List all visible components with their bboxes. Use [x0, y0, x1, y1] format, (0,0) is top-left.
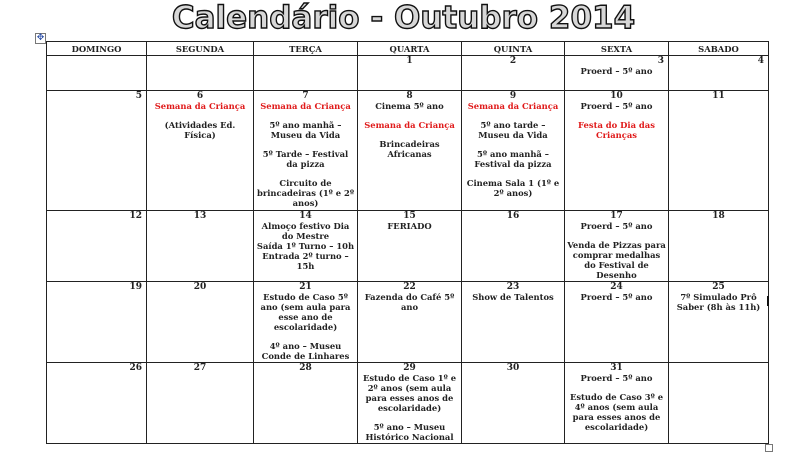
day-cell[interactable] — [358, 91, 462, 211]
week-row — [47, 56, 769, 91]
highlight-event: Semana da Criança — [364, 120, 455, 131]
weekday-header: TERÇA — [254, 42, 358, 56]
calendar-event: Fazenda do Café 5º ano — [364, 291, 455, 312]
highlight-event: Semana da Criança — [467, 101, 559, 112]
day-number: 4 — [757, 56, 764, 66]
calendar-table — [46, 41, 769, 444]
day-cell[interactable] — [147, 91, 254, 211]
day-number: 21 — [299, 281, 312, 292]
day-cell[interactable] — [462, 210, 565, 281]
calendar-event: Proerd – 5º ano — [580, 291, 653, 302]
day-cell[interactable] — [669, 362, 769, 443]
day-number: 19 — [129, 281, 142, 292]
day-number: 27 — [193, 362, 207, 373]
day-number: 14 — [299, 210, 312, 221]
day-cell[interactable] — [147, 210, 254, 281]
day-cell[interactable] — [254, 56, 358, 91]
day-number: 31 — [610, 362, 623, 373]
day-number: 6 — [196, 91, 204, 102]
day-number: 3 — [657, 56, 664, 66]
day-number: 16 — [506, 210, 520, 221]
day-number: 15 — [403, 210, 416, 221]
day-number — [256, 56, 355, 66]
calendar-title: Calendário - Outubro 2014 — [171, 0, 636, 36]
weekday-header-row — [47, 42, 769, 56]
calendar-event: Proerd – 5º ano — [580, 101, 653, 112]
weekday-header: SABADO — [669, 42, 769, 56]
weekday-header: SEXTA — [565, 42, 669, 56]
day-number: 29 — [403, 362, 416, 373]
day-cell[interactable] — [462, 362, 565, 443]
day-number: 5 — [135, 91, 142, 102]
day-number: 8 — [406, 91, 413, 102]
day-cell[interactable] — [358, 210, 462, 281]
calendar-event: FERIADO — [387, 220, 432, 231]
highlight-event: Semana da Criança — [154, 101, 246, 112]
calendar-event: Proerd – 5º ano — [580, 372, 653, 383]
calendar-event: Proerd – 5º ano — [580, 220, 653, 231]
day-cell[interactable] — [147, 56, 254, 91]
day-cell[interactable] — [565, 281, 669, 362]
day-number: 26 — [129, 362, 142, 373]
day-cell[interactable] — [462, 281, 565, 362]
day-cell[interactable] — [358, 281, 462, 362]
day-cell[interactable] — [565, 56, 669, 91]
day-number: 23 — [506, 281, 520, 292]
day-number: 30 — [506, 362, 520, 373]
calendar-event: Almoço festivo Dia do Mestre — [261, 220, 350, 241]
weekday-header: DOMINGO — [47, 42, 147, 56]
calendar-event: Saída 1º Turno – 10h — [256, 240, 355, 251]
day-cell[interactable] — [462, 56, 565, 91]
week-row — [47, 91, 769, 211]
calendar-event: 5º ano – Museu Histórico Nacional — [365, 421, 454, 442]
day-cell[interactable] — [47, 362, 147, 443]
day-number: 1 — [406, 56, 413, 66]
day-number: 25 — [712, 281, 725, 292]
calendar-event: 5º ano tarde – Museu da Vida — [478, 120, 548, 141]
highlight-event: Festa do Dia das Crianças — [578, 120, 655, 141]
day-number: 17 — [610, 210, 623, 221]
day-number — [149, 56, 251, 66]
day-number: 28 — [299, 362, 312, 373]
week-row — [47, 210, 769, 281]
calendar-event: (Atividades Ed. Física) — [164, 120, 236, 141]
day-cell[interactable] — [358, 56, 462, 91]
day-cell[interactable] — [565, 91, 669, 211]
weekday-header: SEGUNDA — [147, 42, 254, 56]
calendar-event: Estudo de Caso 5º ano (sem aula para esse ano de escolaridade) — [260, 291, 351, 332]
table-move-handle-icon[interactable]: ✥ — [36, 33, 45, 43]
calendar-event: Circuito de brincadeiras (1º e 2º anos) — [256, 178, 355, 209]
day-number — [671, 363, 766, 373]
highlight-event: Semana da Criança — [260, 101, 351, 112]
day-cell[interactable] — [462, 91, 565, 211]
calendar-event: 7º Simulado Prô Saber (8h às 11h) — [676, 291, 761, 312]
day-number: 7 — [302, 91, 309, 102]
day-number: 24 — [610, 281, 623, 292]
day-cell[interactable] — [47, 56, 147, 91]
day-number — [49, 56, 144, 66]
calendar-event: Entrada 2º turno – 15h — [262, 250, 349, 271]
calendar-event: Brincadeiras Africanas — [379, 139, 440, 160]
day-cell[interactable] — [254, 210, 358, 281]
day-number: 18 — [712, 210, 725, 221]
calendar-event: 5º Tarde – Festival da pizza — [262, 149, 349, 170]
day-cell[interactable] — [47, 91, 147, 211]
calendar-event: 5º ano manhã – Museu da Vida — [269, 120, 342, 141]
week-row — [47, 362, 769, 443]
day-cell[interactable] — [254, 281, 358, 362]
calendar-body — [47, 56, 769, 444]
calendar-event: Venda de Pizzas para comprar medalhas do Festival de Desenho — [567, 239, 666, 280]
calendar-event: Proerd – 5º ano — [580, 66, 653, 76]
calendar-event: Cinema Sala 1 (1º e 2º anos) — [466, 178, 560, 199]
day-number: 22 — [403, 281, 416, 292]
calendar-event: 4º ano – Museu Conde de Linhares — [261, 340, 350, 361]
day-number: 9 — [509, 91, 517, 102]
day-cell[interactable] — [669, 281, 769, 362]
day-number: 13 — [193, 210, 207, 221]
calendar-event: Estudo de Caso 3º e 4º anos (sem aula para esses anos de escolaridade) — [569, 391, 664, 432]
calendar-event: Estudo de Caso 1º e 2º anos (sem aula para esses anos de escolaridade) — [362, 372, 457, 413]
day-cell[interactable] — [47, 281, 147, 362]
day-number: 20 — [193, 281, 207, 292]
day-number: 11 — [712, 91, 725, 102]
day-cell[interactable] — [47, 210, 147, 281]
calendar-event: 5º ano manhã – Festival da pizza — [474, 149, 552, 170]
day-number: 10 — [610, 91, 623, 102]
day-cell[interactable] — [565, 362, 669, 443]
day-cell[interactable] — [565, 210, 669, 281]
day-cell[interactable] — [147, 362, 254, 443]
day-cell[interactable] — [669, 56, 769, 91]
day-cell[interactable] — [358, 362, 462, 443]
day-number: 12 — [129, 210, 142, 221]
day-cell[interactable] — [254, 362, 358, 443]
calendar-event: Show de Talentos — [472, 291, 554, 302]
week-row — [47, 281, 769, 362]
day-cell[interactable] — [254, 91, 358, 211]
day-number: 2 — [509, 56, 517, 66]
day-cell[interactable] — [669, 210, 769, 281]
weekday-header: QUARTA — [358, 42, 462, 56]
weekday-header: QUINTA — [462, 42, 565, 56]
calendar-event: Cinema 5º ano — [375, 101, 444, 112]
table-resize-handle[interactable] — [765, 444, 773, 452]
table-edge-marker — [767, 296, 769, 306]
day-cell[interactable] — [147, 281, 254, 362]
day-cell[interactable] — [669, 91, 769, 211]
